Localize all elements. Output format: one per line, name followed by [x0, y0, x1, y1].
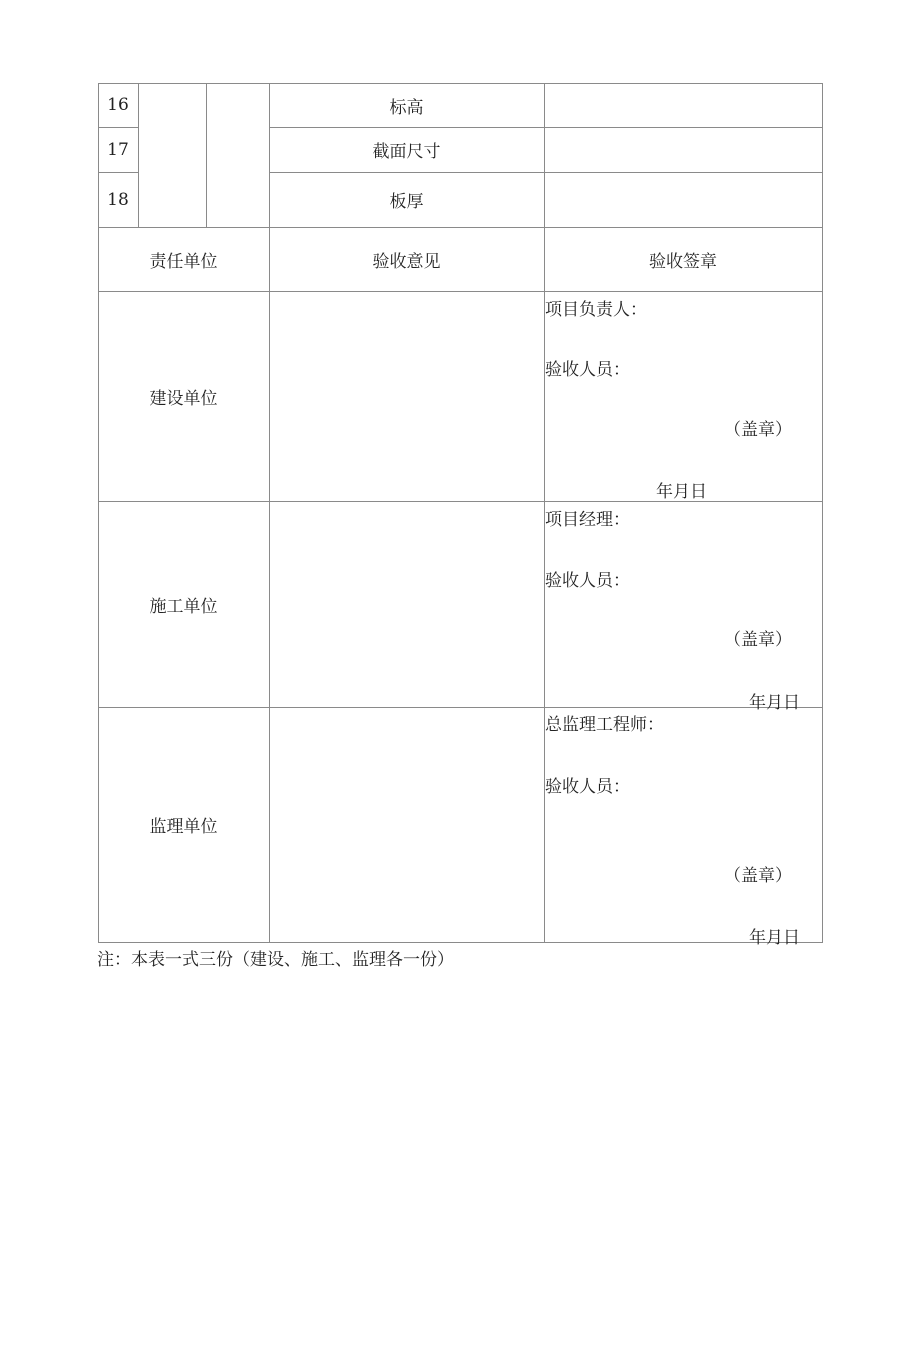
- project-manager-label: 项目经理：: [545, 510, 630, 530]
- inspector-label: 验收人员：: [545, 777, 630, 797]
- item-name: 截面尺寸: [372, 142, 441, 162]
- footnote: 注：本表一式三份（建设、施工、监理各一份）: [97, 950, 454, 970]
- seal-label: （盖章）: [724, 866, 792, 886]
- column-divider: [138, 83, 139, 227]
- date-label: 年月日: [656, 482, 707, 502]
- item-number: 17: [107, 139, 129, 160]
- date-label: 年月日: [749, 693, 800, 713]
- item-name: 标高: [389, 97, 424, 118]
- seal-label: （盖章）: [724, 420, 792, 440]
- party-name-owner: 建设单位: [149, 388, 218, 409]
- item-name: 板厚: [389, 192, 424, 212]
- date-label: 年月日: [749, 928, 800, 948]
- party-name-supervisor: 监理单位: [149, 817, 218, 837]
- header-acceptance-signature: 验收签章: [649, 251, 717, 272]
- inspector-label: 验收人员：: [545, 360, 630, 380]
- header-responsible-unit: 责任单位: [149, 251, 218, 272]
- item-number: 16: [107, 95, 129, 115]
- party-name-contractor: 施工单位: [149, 596, 218, 617]
- project-leader-label: 项目负责人：: [545, 300, 647, 320]
- seal-label: （盖章）: [724, 630, 792, 650]
- item-number: 18: [107, 189, 129, 210]
- table-border-bottom: [98, 942, 823, 943]
- acceptance-table: [98, 83, 823, 948]
- column-divider: [206, 83, 207, 227]
- chief-supervisor-label: 总监理工程师：: [545, 715, 664, 735]
- header-acceptance-opinion: 验收意见: [372, 251, 441, 272]
- table-border-right: [822, 83, 823, 943]
- inspector-label: 验收人员：: [545, 571, 630, 591]
